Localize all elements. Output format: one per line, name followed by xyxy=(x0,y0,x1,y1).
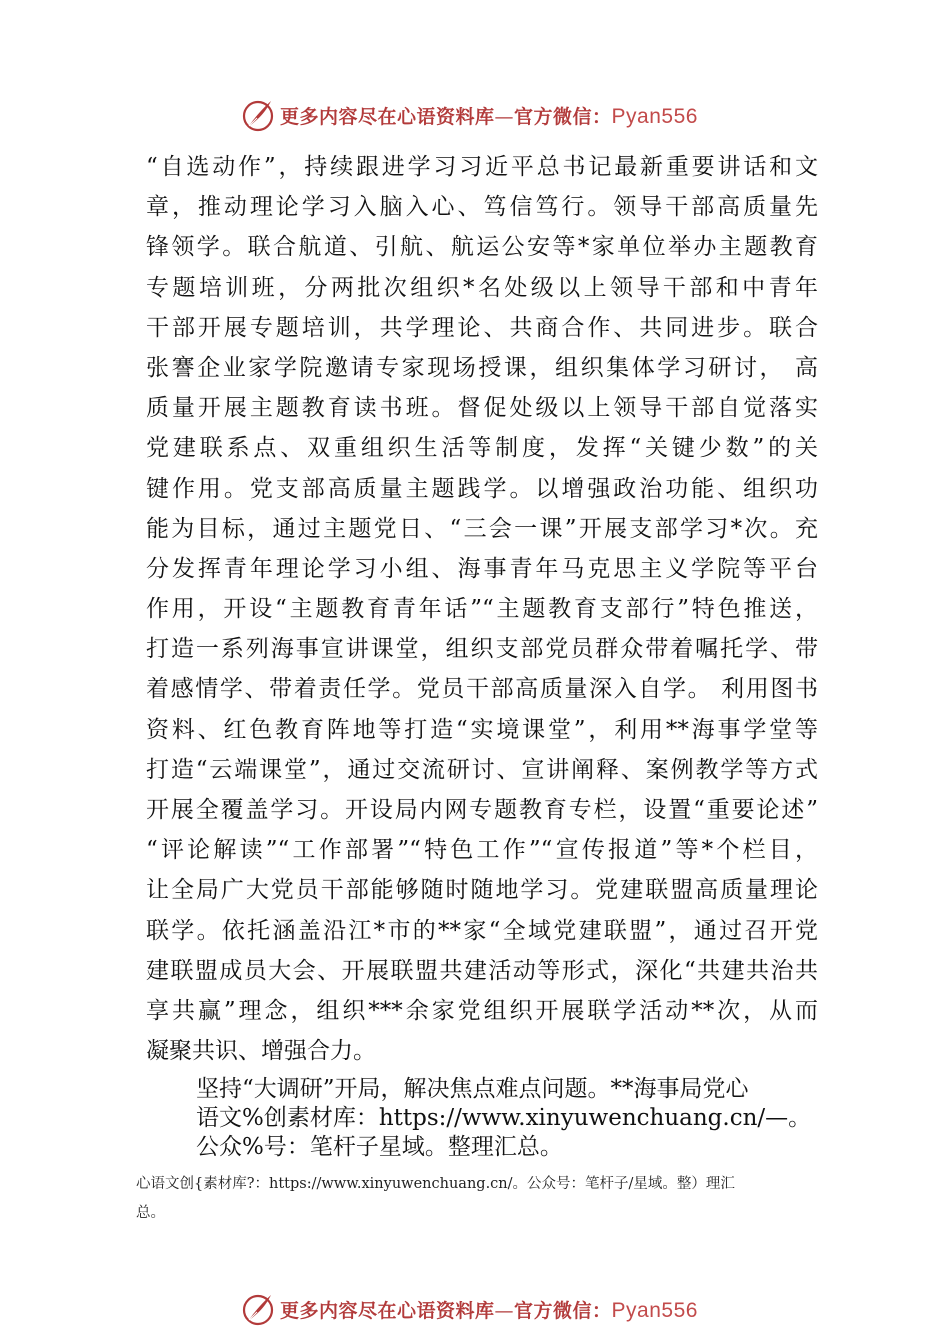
body-line: 资料、红色教育阵地等打造“实境课堂”，利用**海事学堂等 xyxy=(146,716,818,743)
body-line: 质量开展主题教育读书班。督促处级以上领导干部自觉落实 xyxy=(146,395,818,422)
footnote xyxy=(136,1170,836,1228)
body-line: 建联盟成员大会、开展联盟共建活动等形式，深化“共建共治共 xyxy=(146,957,818,984)
para2-line: 坚持“大调研”开局，解决焦点难点问题。**海事局党心 xyxy=(196,1076,749,1102)
body-line: 锋领学。联合航道、引航、航运公安等*家单位举办主题教育 xyxy=(146,234,818,261)
footnote-line: 心语文创{素材库?：https://www.xinyuwenchuang.cn/。公众号：笔杆子/星域。整）理汇 xyxy=(136,1176,735,1192)
body-line: 张謇企业家学院邀请专家现场授课，组织集体学习研讨， 高 xyxy=(146,354,818,381)
para2-line: 公众%号：笔杆子星域。整理汇总。 xyxy=(196,1134,563,1160)
banner-text xyxy=(280,1296,698,1323)
body-line: 打造“云端课堂”，通过交流研讨、宣讲阐释、案例教学等方式 xyxy=(146,756,818,783)
body-line: 凝聚共识、增强合力。 xyxy=(146,1038,376,1065)
body-line: 键作用。党支部高质量主题践学。以增强政治功能、组织功 xyxy=(146,475,818,502)
header-banner xyxy=(240,95,760,135)
body-line: 着感情学、带着责任学。党员干部高质量深入自学。 利用图书 xyxy=(146,676,818,703)
body-line: 享共赢”理念，组织***余家党组织开展联学活动**次，从而 xyxy=(146,997,818,1024)
footer-banner xyxy=(240,1289,760,1329)
banner-main-text: 更多内容尽在心语资料库 xyxy=(280,1299,495,1322)
quill-logo-icon xyxy=(240,1291,276,1327)
second-paragraph xyxy=(196,1075,836,1162)
banner-wechat-id: Pyan556 xyxy=(611,104,698,128)
body-line: 专题培训班，分两批次组织*名处级以上领导干部和中青年 xyxy=(146,274,818,301)
body-line: 作用，开设“主题教育青年话”“主题教育支部行”特色推送， xyxy=(146,596,818,623)
banner-dash: — xyxy=(494,105,515,128)
body-line: 分发挥青年理论学习小组、海事青年马克思主义学院等平台 xyxy=(146,555,818,582)
body-line: 党建联系点、双重组织生活等制度，发挥“关键少数”的关 xyxy=(146,435,818,462)
para2-line: 语文%创素材库：https://www.xinyuwenchuang.cn/—。 xyxy=(196,1105,812,1131)
banner-wechat-id: Pyan556 xyxy=(611,1298,698,1322)
banner-dash: — xyxy=(494,1299,515,1322)
body-line: 联学。依托涵盖沿江*市的**家“全域党建联盟”，通过召开党 xyxy=(146,917,818,944)
body-line: 打造一系列海事宣讲课堂，组织支部党员群众带着嘱托学、带 xyxy=(146,636,818,663)
body-line: 开展全覆盖学习。开设局内网专题教育专栏，设置“重要论述” xyxy=(146,797,818,823)
body-line: 能为目标，通过主题党日、“三会一课”开展支部学习*次。充 xyxy=(146,515,818,542)
banner-wechat-label: 官方微信： xyxy=(514,1299,612,1322)
footnote-line: 总。 xyxy=(136,1205,165,1221)
banner-text xyxy=(280,102,698,129)
body-line: “评论解读”“工作部署”“特色工作”“宣传报道”等*个栏目， xyxy=(146,837,818,864)
banner-main-text: 更多内容尽在心语资料库 xyxy=(280,105,495,128)
body-line: 干部开展专题培训，共学理论、共商合作、共同进步。联合 xyxy=(146,314,818,341)
body-line: 让全局广大党员干部能够随时随地学习。党建联盟高质量理论 xyxy=(146,877,818,904)
body-line: 章，推动理论学习入脑入心、笃信笃行。领导干部高质量先 xyxy=(146,194,818,221)
quill-logo-icon xyxy=(240,97,276,133)
body-line: “自选动作”，持续跟进学习习近平总书记最新重要讲话和文 xyxy=(146,154,818,180)
main-paragraph xyxy=(146,147,818,1071)
banner-wechat-label: 官方微信： xyxy=(514,105,612,128)
